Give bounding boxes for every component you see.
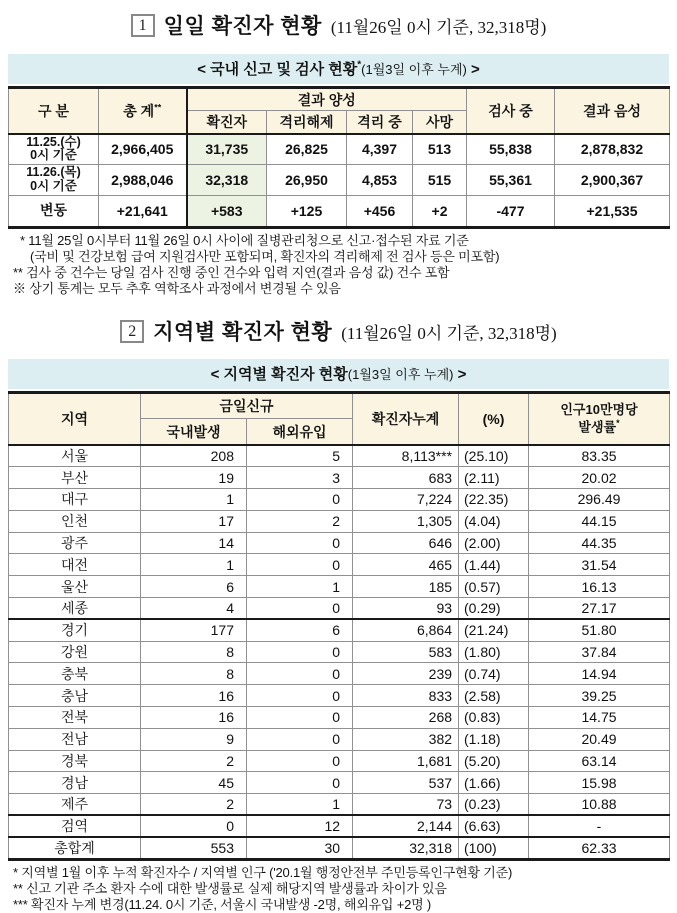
deaths-cell: 513 (413, 134, 467, 165)
table2-row (9, 728, 670, 750)
rate-cell: 37.84 (529, 641, 670, 663)
table1-caption-band (8, 54, 669, 84)
imported-cell: 12 (247, 815, 353, 837)
section2-date-note: (11월26일 0시 기준, 32,318명) (341, 323, 557, 343)
footnote: ** 검사 중 건수는 당일 검사 진행 중인 건수와 입력 지연(결과 음성 값) 건수 포함 (13, 264, 450, 280)
table2-row (9, 685, 670, 707)
percent-cell: (2.00) (459, 532, 529, 554)
cumulative-cell: 833 (353, 685, 459, 707)
confirmed-cell: +583 (187, 196, 267, 228)
confirmed-cell: 32,318 (187, 165, 267, 196)
footnote: *** 확진자 누계 변경(11.24. 0시 기준, 서울시 국내발생 -2명, 해외유입 +2명 ) (13, 897, 432, 913)
percent-cell: (0.23) (459, 794, 529, 816)
row-label-line1: 11.26.(목) (26, 165, 81, 180)
isolating-cell: +456 (347, 196, 413, 228)
cumulative-cell: 683 (353, 467, 459, 489)
region-cell: 광주 (9, 532, 141, 554)
row-label-1125 (9, 134, 99, 165)
footnote: * 11월 25일 0시부터 11월 26일 0시 사이에 질병관리청으로 신고·접수된 자료 기준 (20, 233, 469, 248)
percent-cell: (1.80) (459, 641, 529, 663)
table2-caption-main: < 지역별 확진자 현황 (210, 366, 348, 384)
rate-cell: - (529, 815, 670, 837)
percent-cell: (1.44) (459, 554, 529, 576)
cumulative-cell: 239 (353, 663, 459, 685)
footnote: (국비 및 건강보험 급여 지원검사만 포함되며, 확진자의 격리해제 전 검사 등은 미포함) (30, 248, 500, 264)
table1-row-1126 (9, 165, 670, 196)
region-cell: 경북 (9, 750, 141, 772)
imported-cell: 1 (247, 576, 353, 598)
imported-cell: 3 (247, 467, 353, 489)
domestic-cell: 177 (141, 619, 247, 641)
table1-caption-sub: (1월3일 이후 누계) (361, 62, 467, 77)
imported-cell: 0 (247, 772, 353, 794)
header-rate-line1: 인구10만명당 (560, 402, 638, 418)
domestic-cell: 16 (141, 685, 247, 707)
rate-cell: 83.35 (529, 445, 670, 467)
header-domestic: 국내발생 (141, 419, 247, 445)
footnote: ** 신고 기관 주소 환자 수에 대한 발생률로 실제 해당지역 발생률과 차이가 있음 (13, 881, 447, 897)
header-released: 격리해제 (267, 111, 347, 134)
table1-footnotes (8, 233, 669, 296)
rate-cell: 39.25 (529, 685, 670, 707)
section1-number-box: 1 (131, 14, 155, 37)
table2-total-row (9, 837, 670, 860)
region-cell: 강원 (9, 641, 141, 663)
imported-cell: 0 (247, 728, 353, 750)
domestic-cell: 208 (141, 445, 247, 467)
table2-caption-sub: (1월3일 이후 누계) (347, 367, 454, 383)
domestic-cell: 8 (141, 663, 247, 685)
table1-caption-footnote-mark: * (357, 59, 362, 71)
domestic-cell: 8 (141, 641, 247, 663)
percent-cell: (25.10) (459, 445, 529, 467)
rate-cell: 20.02 (529, 467, 670, 489)
cumulative-cell: 268 (353, 707, 459, 729)
cumulative-cell: 1,305 (353, 510, 459, 532)
domestic-cell: 19 (141, 467, 247, 489)
testing-cell: 55,361 (467, 165, 555, 196)
imported-cell: 0 (247, 489, 353, 511)
header-rate-line2 (529, 418, 669, 435)
total-cell: 2,966,405 (99, 134, 187, 165)
document-page (8, 10, 669, 913)
cumulative-cell: 2,144 (353, 815, 459, 837)
table2-row (9, 750, 670, 772)
rate-cell: 20.49 (529, 728, 670, 750)
regional-cases-table (8, 391, 670, 861)
footnote: * 지역별 1월 이후 누적 확진자수 / 지역별 인구 ('20.1월 행정안전부 주민등록인구현황 기준) (13, 865, 513, 881)
rate-cell: 296.49 (529, 489, 670, 511)
released-cell: 26,950 (267, 165, 347, 196)
table2-row (9, 598, 670, 620)
table2-caption-band (8, 359, 669, 389)
percent-cell: (6.63) (459, 815, 529, 837)
header-positive-group: 결과 양성 (187, 88, 467, 111)
table2-row (9, 554, 670, 576)
region-cell: 검역 (9, 815, 141, 837)
domestic-cell: 2 (141, 750, 247, 772)
region-cell: 서울 (9, 445, 141, 467)
cumulative-cell: 583 (353, 641, 459, 663)
header-negative: 결과 음성 (555, 88, 670, 134)
table2-row (9, 663, 670, 685)
table2-row (9, 641, 670, 663)
rate-cell: 62.33 (529, 837, 670, 860)
domestic-cell: 9 (141, 728, 247, 750)
cumulative-cell: 537 (353, 772, 459, 794)
total-cell: 2,988,046 (99, 165, 187, 196)
cumulative-cell: 93 (353, 598, 459, 620)
header-deaths: 사망 (413, 111, 467, 134)
rate-cell: 10.88 (529, 794, 670, 816)
cumulative-cell: 8,113*** (353, 445, 459, 467)
imported-cell: 0 (247, 532, 353, 554)
rate-cell: 63.14 (529, 750, 670, 772)
isolating-cell: 4,397 (347, 134, 413, 165)
imported-cell: 6 (247, 619, 353, 641)
cumulative-cell: 6,864 (353, 619, 459, 641)
section1-date-note: (11월26일 0시 기준, 32,318명) (330, 17, 547, 37)
rate-cell: 31.54 (529, 554, 670, 576)
row-label-line1: 11.25.(수) (26, 134, 81, 149)
imported-cell: 0 (247, 641, 353, 663)
percent-cell: (4.04) (459, 510, 529, 532)
region-cell: 제주 (9, 794, 141, 816)
cumulative-cell: 7,224 (353, 489, 459, 511)
testing-cell: 55,838 (467, 134, 555, 165)
table1-header-row1 (9, 88, 670, 111)
testing-cell: -477 (467, 196, 555, 228)
section2-title (8, 316, 669, 346)
percent-cell: (5.20) (459, 750, 529, 772)
percent-cell: (22.35) (459, 489, 529, 511)
table2-row (9, 707, 670, 729)
region-cell: 충북 (9, 663, 141, 685)
table2-row (9, 576, 670, 598)
domestic-cell: 16 (141, 707, 247, 729)
imported-cell: 1 (247, 794, 353, 816)
domestic-cell: 45 (141, 772, 247, 794)
cumulative-cell: 32,318 (353, 837, 459, 860)
domestic-cell: 14 (141, 532, 247, 554)
header-today-group: 금일신규 (141, 393, 353, 419)
rate-cell: 44.35 (529, 532, 670, 554)
header-confirmed: 확진자 (187, 111, 267, 134)
percent-cell: (2.11) (459, 467, 529, 489)
table2-row (9, 510, 670, 532)
region-cell: 전북 (9, 707, 141, 729)
header-total-label: 총 계 (123, 102, 155, 119)
table1-row-change (9, 196, 670, 228)
rate-cell: 14.94 (529, 663, 670, 685)
cumulative-cell: 465 (353, 554, 459, 576)
row-label-change (9, 196, 99, 228)
domestic-cell: 2 (141, 794, 247, 816)
row-label-line1: 변동 (39, 202, 68, 219)
imported-cell: 0 (247, 707, 353, 729)
deaths-cell: +2 (413, 196, 467, 228)
region-cell: 대구 (9, 489, 141, 511)
section2-title-text: 지역별 확진자 현황 (153, 321, 333, 345)
header-rate (529, 393, 670, 445)
region-cell: 전남 (9, 728, 141, 750)
domestic-cell: 1 (141, 554, 247, 576)
header-rate-label: 발생률 (578, 419, 617, 435)
cumulative-cell: 1,681 (353, 750, 459, 772)
confirmed-cell: 31,735 (187, 134, 267, 165)
imported-cell: 0 (247, 685, 353, 707)
domestic-cell: 4 (141, 598, 247, 620)
rate-cell: 16.13 (529, 576, 670, 598)
percent-cell: (21.24) (459, 619, 529, 641)
table2-row (9, 815, 670, 837)
imported-cell: 0 (247, 750, 353, 772)
section2-number-box: 2 (120, 320, 144, 343)
row-label-1126 (9, 165, 99, 196)
percent-cell: (0.57) (459, 576, 529, 598)
table1-row-1125 (9, 134, 670, 165)
header-rate-footnote-mark: * (616, 418, 620, 429)
region-cell: 총합계 (9, 837, 141, 860)
header-cumulative: 확진자누계 (353, 393, 459, 445)
table2-row (9, 445, 670, 467)
cumulative-cell: 185 (353, 576, 459, 598)
percent-cell: (0.74) (459, 663, 529, 685)
cumulative-cell: 382 (353, 728, 459, 750)
percent-cell: (0.83) (459, 707, 529, 729)
footnote: ※ 상기 통계는 모두 추후 역학조사 과정에서 변경될 수 있음 (13, 280, 341, 296)
released-cell: +125 (267, 196, 347, 228)
imported-cell: 0 (247, 554, 353, 576)
region-cell: 경남 (9, 772, 141, 794)
domestic-cell: 17 (141, 510, 247, 532)
header-imported: 해외유입 (247, 419, 353, 445)
row-label-line2: 0시 기준 (30, 179, 77, 193)
rate-cell: 15.98 (529, 772, 670, 794)
region-cell: 대전 (9, 554, 141, 576)
imported-cell: 5 (247, 445, 353, 467)
table2-row (9, 467, 670, 489)
table2-row (9, 772, 670, 794)
header-isolating: 격리 중 (347, 111, 413, 134)
table1-caption-main: < 국내 신고 및 검사 현황 (197, 61, 358, 78)
rate-cell: 51.80 (529, 619, 670, 641)
row-label-line2: 0시 기준 (30, 148, 77, 163)
negative-cell: +21,535 (555, 196, 670, 228)
region-cell: 충남 (9, 685, 141, 707)
percent-cell: (2.58) (459, 685, 529, 707)
imported-cell: 0 (247, 598, 353, 620)
imported-cell: 2 (247, 510, 353, 532)
table2-header-row1 (9, 393, 670, 419)
region-cell: 세종 (9, 598, 141, 620)
header-percent: (%) (459, 393, 529, 445)
table2-row (9, 489, 670, 511)
domestic-cell: 6 (141, 576, 247, 598)
percent-cell: (1.66) (459, 772, 529, 794)
header-region: 지역 (9, 393, 141, 445)
isolating-cell: 4,853 (347, 165, 413, 196)
percent-cell: (1.18) (459, 728, 529, 750)
released-cell: 26,825 (267, 134, 347, 165)
region-cell: 부산 (9, 467, 141, 489)
section1-title (8, 10, 669, 40)
header-total-footnote-mark: ** (154, 102, 162, 113)
rate-cell: 14.75 (529, 707, 670, 729)
imported-cell: 0 (247, 663, 353, 685)
table2-footnotes (8, 865, 669, 913)
national-report-table (8, 86, 670, 229)
deaths-cell: 515 (413, 165, 467, 196)
table2-row (9, 619, 670, 641)
domestic-cell: 0 (141, 815, 247, 837)
region-cell: 울산 (9, 576, 141, 598)
rate-cell: 44.15 (529, 510, 670, 532)
region-cell: 인천 (9, 510, 141, 532)
negative-cell: 2,878,832 (555, 134, 670, 165)
rate-cell: 27.17 (529, 598, 670, 620)
cumulative-cell: 73 (353, 794, 459, 816)
percent-cell: (0.29) (459, 598, 529, 620)
section1-title-text: 일일 확진자 현황 (163, 15, 322, 38)
table2-row (9, 532, 670, 554)
header-testing: 검사 중 (467, 88, 555, 134)
cumulative-cell: 646 (353, 532, 459, 554)
region-cell: 경기 (9, 619, 141, 641)
header-category: 구 분 (9, 88, 99, 134)
percent-cell: (100) (459, 837, 529, 860)
domestic-cell: 1 (141, 489, 247, 511)
table2-row (9, 794, 670, 816)
imported-cell: 30 (247, 837, 353, 860)
domestic-cell: 553 (141, 837, 247, 860)
table2-caption-close: > (453, 366, 467, 384)
total-cell: +21,641 (99, 196, 187, 228)
table1-caption-close: > (466, 61, 480, 78)
negative-cell: 2,900,367 (555, 165, 670, 196)
header-total (99, 88, 187, 134)
